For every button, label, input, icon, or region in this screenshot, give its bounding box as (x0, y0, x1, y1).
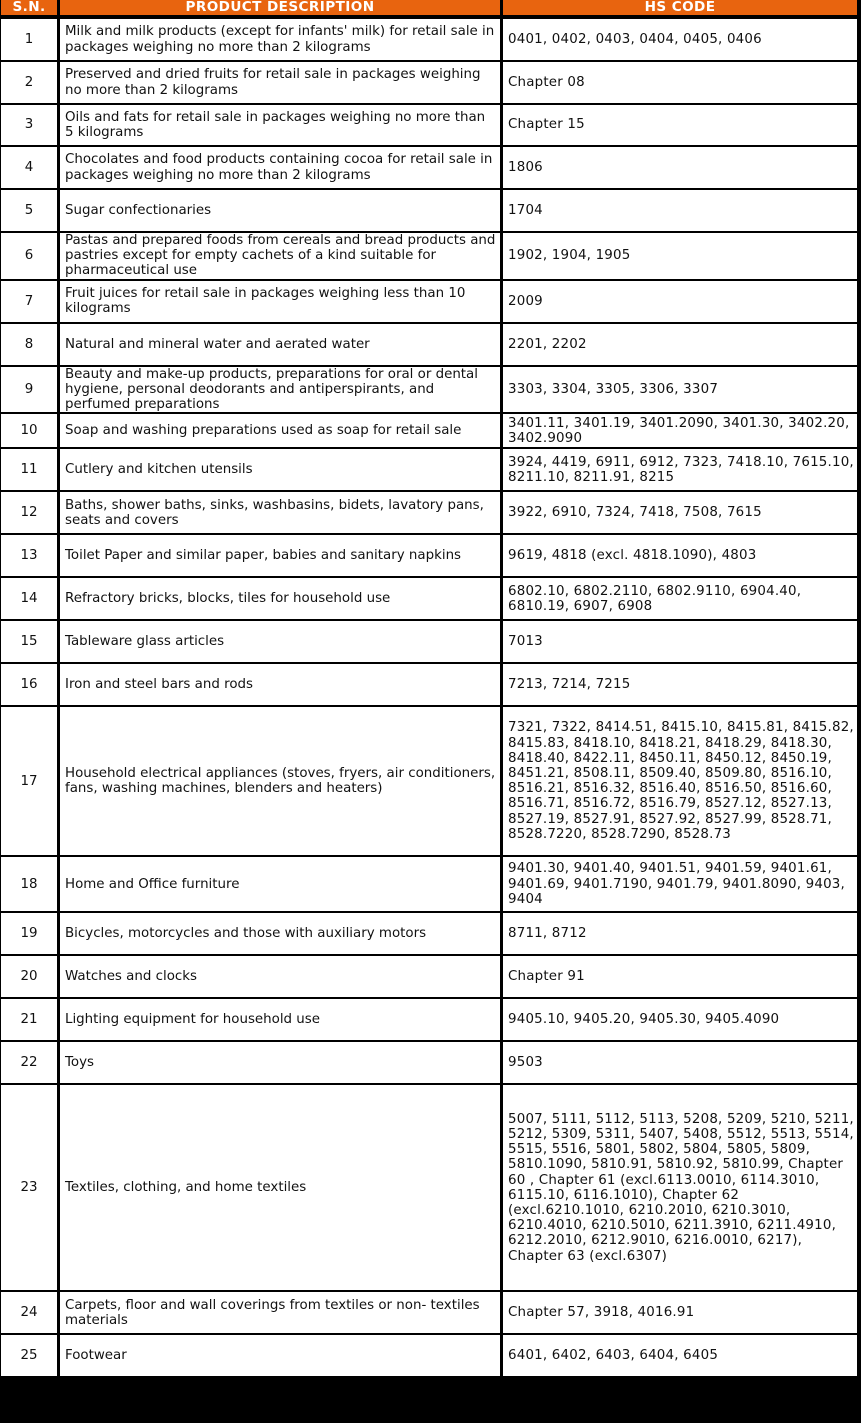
row-product-description: Toys (57, 1040, 500, 1083)
row-sn: 18 (1, 855, 57, 911)
row-hs-code: 7013 (500, 619, 857, 662)
row-hs-code: 1704 (500, 188, 857, 231)
row-hs-code: 5007, 5111, 5112, 5113, 5208, 5209, 5210, 5211, 5212, 5309, 5311, 5407, 5408, 5512, 5513, 5514, 5515, 5516, 5801, 5802, 5804, 5805, 5809, 5810.1090, 5810.91, 5810.92, 5810.99, Chapter 60 , Chapter 61 (excl.6113.0010, 6114.3010, 6115.10, 6116.1010), Chapter 62 (excl.6210.1010, 6210.2010, 6210.3010, 6210.4010, 6210.5010, 6211.3910, 6211.4910, 6212.2010, 6212.9010, 6216.0010, 6217), Chapter 63 (excl.6307) (500, 1083, 857, 1290)
table-row (1, 619, 857, 662)
row-product-description: Household electrical appliances (stoves, fryers, air conditioners, fans, washing machines, blenders and heaters) (57, 705, 500, 855)
row-sn: 23 (1, 1083, 57, 1290)
row-product-description: Home and Office furniture (57, 855, 500, 911)
table-row (1, 533, 857, 576)
row-product-description: Textiles, clothing, and home textiles (57, 1083, 500, 1290)
table-row (1, 322, 857, 365)
row-hs-code: 9405.10, 9405.20, 9405.30, 9405.4090 (500, 997, 857, 1040)
row-product-description: Soap and washing preparations used as soap for retail sale (57, 412, 500, 447)
table-row (1, 662, 857, 705)
table-row (1, 911, 857, 954)
table-body (1, 17, 857, 1376)
row-product-description: Pastas and prepared foods from cereals and bread products and pastries except for empty cachets of a kind suitable for pharmaceutical use (57, 231, 500, 279)
row-sn: 4 (1, 145, 57, 188)
table-row (1, 997, 857, 1040)
row-sn: 1 (1, 17, 57, 60)
table-row (1, 188, 857, 231)
row-sn: 25 (1, 1333, 57, 1376)
table-row (1, 855, 857, 911)
table-header (1, 0, 857, 17)
header-product-description: PRODUCT DESCRIPTION (57, 0, 500, 17)
row-product-description: Tableware glass articles (57, 619, 500, 662)
table-row (1, 1083, 857, 1290)
table-row (1, 1290, 857, 1333)
table-row (1, 60, 857, 103)
row-product-description: Sugar confectionaries (57, 188, 500, 231)
table-row (1, 447, 857, 490)
row-hs-code: 1806 (500, 145, 857, 188)
table-row (1, 412, 857, 447)
row-hs-code: 3924, 4419, 6911, 6912, 7323, 7418.10, 7615.10, 8211.10, 8211.91, 8215 (500, 447, 857, 490)
row-product-description: Chocolates and food products containing cocoa for retail sale in packages weighing no more than 2 kilograms (57, 145, 500, 188)
row-hs-code: 3303, 3304, 3305, 3306, 3307 (500, 365, 857, 413)
row-hs-code: 2009 (500, 279, 857, 322)
row-product-description: Natural and mineral water and aerated water (57, 322, 500, 365)
row-sn: 13 (1, 533, 57, 576)
row-sn: 8 (1, 322, 57, 365)
table-row (1, 365, 857, 413)
row-sn: 11 (1, 447, 57, 490)
row-product-description: Bicycles, motorcycles and those with auxiliary motors (57, 911, 500, 954)
row-sn: 10 (1, 412, 57, 447)
row-hs-code: 9503 (500, 1040, 857, 1083)
row-sn: 15 (1, 619, 57, 662)
row-product-description: Milk and milk products (except for infants' milk) for retail sale in packages weighing no more than 2 kilograms (57, 17, 500, 60)
header-row (1, 0, 857, 17)
row-hs-code: 6802.10, 6802.2110, 6802.9110, 6904.40, 6810.19, 6907, 6908 (500, 576, 857, 619)
row-hs-code: 8711, 8712 (500, 911, 857, 954)
row-hs-code: 9619, 4818 (excl. 4818.1090), 4803 (500, 533, 857, 576)
table-row (1, 490, 857, 533)
row-sn: 6 (1, 231, 57, 279)
table-row (1, 1333, 857, 1376)
row-hs-code: 3922, 6910, 7324, 7418, 7508, 7615 (500, 490, 857, 533)
row-product-description: Baths, shower baths, sinks, washbasins, bidets, lavatory pans, seats and covers (57, 490, 500, 533)
row-product-description: Watches and clocks (57, 954, 500, 997)
row-product-description: Toilet Paper and similar paper, babies and sanitary napkins (57, 533, 500, 576)
table-row (1, 705, 857, 855)
row-hs-code: Chapter 91 (500, 954, 857, 997)
row-sn: 20 (1, 954, 57, 997)
row-hs-code: 3401.11, 3401.19, 3401.2090, 3401.30, 3402.20, 3402.9090 (500, 412, 857, 447)
row-product-description: Fruit juices for retail sale in packages weighing less than 10 kilograms (57, 279, 500, 322)
row-sn: 12 (1, 490, 57, 533)
row-hs-code: 7321, 7322, 8414.51, 8415.10, 8415.81, 8415.82, 8415.83, 8418.10, 8418.21, 8418.29, 8418.30, 8418.40, 8422.11, 8450.11, 8450.12, 8450.19, 8451.21, 8508.11, 8509.40, 8509.80, 8516.10, 8516.21, 8516.32, 8516.40, 8516.50, 8516.60, 8516.71, 8516.72, 8516.79, 8527.12, 8527.13, 8527.19, 8527.91, 8527.92, 8527.99, 8528.71, 8528.7220, 8528.7290, 8528.73 (500, 705, 857, 855)
row-product-description: Refractory bricks, blocks, tiles for household use (57, 576, 500, 619)
row-sn: 7 (1, 279, 57, 322)
row-hs-code: 1902, 1904, 1905 (500, 231, 857, 279)
row-hs-code: 0401, 0402, 0403, 0404, 0405, 0406 (500, 17, 857, 60)
row-sn: 16 (1, 662, 57, 705)
row-hs-code: Chapter 08 (500, 60, 857, 103)
row-sn: 2 (1, 60, 57, 103)
row-product-description: Iron and steel bars and rods (57, 662, 500, 705)
row-product-description: Cutlery and kitchen utensils (57, 447, 500, 490)
row-hs-code: Chapter 15 (500, 103, 857, 145)
header-sn: S.N. (1, 0, 57, 17)
table-row (1, 145, 857, 188)
row-sn: 3 (1, 103, 57, 145)
table-row (1, 576, 857, 619)
row-sn: 24 (1, 1290, 57, 1333)
row-product-description: Preserved and dried fruits for retail sale in packages weighing no more than 2 kilograms (57, 60, 500, 103)
table-row (1, 279, 857, 322)
table-row (1, 231, 857, 279)
table-row (1, 954, 857, 997)
row-sn: 5 (1, 188, 57, 231)
row-hs-code: 6401, 6402, 6403, 6404, 6405 (500, 1333, 857, 1376)
row-hs-code: 2201, 2202 (500, 322, 857, 365)
row-hs-code: 7213, 7214, 7215 (500, 662, 857, 705)
row-hs-code: 9401.30, 9401.40, 9401.51, 9401.59, 9401.61, 9401.69, 9401.7190, 9401.79, 9401.8090, 9403, 9404 (500, 855, 857, 911)
table-row (1, 1040, 857, 1083)
row-sn: 9 (1, 365, 57, 413)
row-sn: 17 (1, 705, 57, 855)
row-sn: 14 (1, 576, 57, 619)
row-sn: 22 (1, 1040, 57, 1083)
row-sn: 21 (1, 997, 57, 1040)
row-product-description: Lighting equipment for household use (57, 997, 500, 1040)
row-product-description: Footwear (57, 1333, 500, 1376)
row-sn: 19 (1, 911, 57, 954)
table-row (1, 103, 857, 145)
table-row (1, 17, 857, 60)
bottom-border (0, 1417, 861, 1423)
row-product-description: Carpets, floor and wall coverings from textiles or non- textiles materials (57, 1290, 500, 1333)
product-hs-code-table (1, 0, 857, 1376)
row-product-description: Beauty and make-up products, preparations for oral or dental hygiene, personal deodorants and antiperspirants, and perfumed preparations (57, 365, 500, 413)
row-product-description: Oils and fats for retail sale in packages weighing no more than 5 kilograms (57, 103, 500, 145)
row-hs-code: Chapter 57, 3918, 4016.91 (500, 1290, 857, 1333)
header-hs-code: HS CODE (500, 0, 857, 17)
